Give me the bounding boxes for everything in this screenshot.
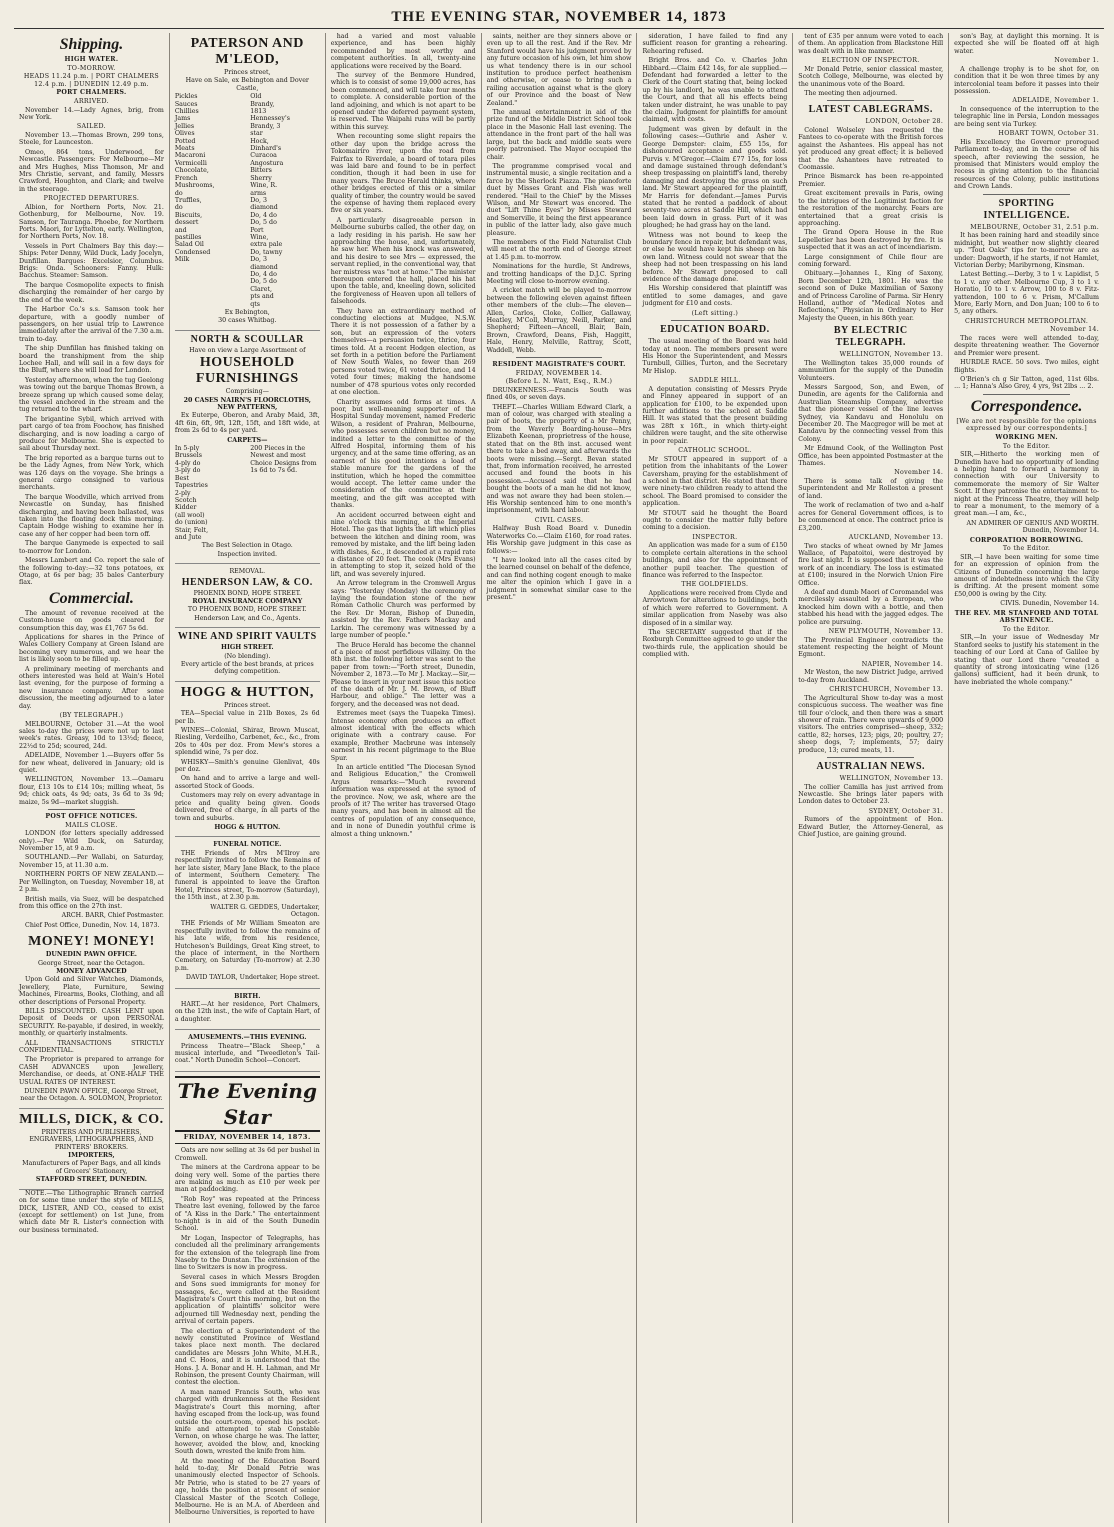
advert-line: 20 CASES NAIRN'S FLOORCLOTHS, NEW PATTERNS, <box>183 396 311 412</box>
goods-item: Condensed Milk <box>174 248 211 264</box>
advert-line: Have on Sale, ex Bebington and Dover Castle, <box>185 77 309 92</box>
paragraph: On hand and to arrive a large and well-assorted Stock of Goods. <box>174 775 320 790</box>
paragraph: The barque Ganymede is expected to sail to-morrow for London. <box>19 540 164 555</box>
paragraph: The ship Dunfillan has finished taking on board the transhipment from the ship Lochee Hall, and will sail in a few days for the Bluff, where she will load for London. <box>19 345 164 375</box>
paragraph: Witness was not bound to keep the boundary fence in repair, but defendant was, or else he would have kept his sheep on his own land. Witness could not swear that the sheep had not been trespassing on his land before. Mr Stewart proposed to call evidence of the damage done. <box>642 231 788 283</box>
paragraph: Messrs Sargood, Son, and Ewen, of Dunedin, are agents for the California and Australian Steamship Company, advertise that the pioneer vessel of the line leaves Sydney, via Kandavu and Honolulu on December 20. The Macgregor will be met at Kandavu by the connecting vessel from this Colony. <box>798 384 944 443</box>
paragraph: His Worship considered that plaintiff was entitled to some damages, and gave judgment for £10 and costs. <box>642 285 788 308</box>
carpet-item: In 5-ply Brussels <box>174 445 202 460</box>
paragraph: The Provincial Engineer contradicts the statement respecting the height of Mount Egmont. <box>798 636 944 659</box>
paragraph: The SECRETARY suggested that if the Roxburgh Committee agreed to go under the two-thirds rule, the application should be complied with. <box>642 629 788 659</box>
goods-item: Do, tawny <box>250 248 283 256</box>
amusements <box>175 1030 320 1072</box>
paragraph: The members of the Field Naturalist Club will meet at the north end of George street at 1.45 p.m. to-morrow. <box>486 238 632 261</box>
paragraph: WHISKY—Smith's genuine Glenlivat, 40s per doz. <box>174 758 320 774</box>
paragraph: sideration, I have failed to find any sufficient reason for granting a rehearing. Rehearing refused. <box>642 33 788 55</box>
goods-item: Do, 4 do <box>250 211 277 219</box>
column-6 <box>793 33 949 1523</box>
subheading: FRIDAY, NOVEMBER 14. <box>515 369 603 377</box>
dateline: November 1. <box>1054 57 1100 65</box>
paragraph: A challenge trophy is to be shot for, on condition that it be won three times by any intercolonial team before it passes into their possession. <box>954 65 1100 96</box>
column-7 <box>949 33 1104 1523</box>
goods-list <box>175 93 320 308</box>
advert-line: FUNERAL NOTICE. <box>213 841 282 849</box>
paragraph: Judgment was given by default in the following cases:—Guthrie and Asher v. George Dempster: claim, £55 15s, for dishonoured acceptance and goods sold. Purvis v. M'Gregor.—Claim £77 15s, for loss and damage sustained through defendant's sheep trespassing on plaintiff's land, thereby damaging and destroying the grass on such land. Mr Stewart appeared for the plaintiff, Mr Harris for defendant.—James Purvis stated that he rented a paddock of about seventy-two acres at Saddle Hill, which had been laid down in grass. Part of it was ploughed; he had grass hay on the land. <box>642 125 788 230</box>
carpet-note: 200 Pieces in the Newest and most Choice Designs from 1s 6d to 7s 6d. <box>250 445 317 475</box>
paragraph: WELLINGTON, November 13.—Oamaru flour, £13 10s to £14 10s; milling wheat, 5s 9d; chick oats, 4s 9d; oats, 3s 6d to 3s 9d; maize, 5s 9d—market sluggish. <box>19 776 164 806</box>
paragraph: SIR,—I have been waiting for some time for an expression of opinion from the Citizens of Dunedin concerning the large amount of indebtedness into which the City is drifting. At the present moment some £50,000 is owing by the City. <box>954 553 1100 598</box>
subheading: To the Editor. <box>1002 442 1051 450</box>
paragraph: The annual entertainment in aid of the prize fund of the Middle District School took place in the Masonic Hall last evening. The attendance in the front part of the hall was large, but the back and middle seats were poorly patronised. The Mayor occupied the chair. <box>486 109 632 161</box>
subheading: SAILED. <box>76 123 106 131</box>
subheading: TO-MORROW. <box>67 64 116 72</box>
funeral-notices <box>175 837 320 988</box>
paragraph: Colonel Wolseley has requested the Fantees to co-operate with the British forces against the Ashantees. His appeal has not yet produced any great effect; it is believed that the Ashantees have retreated to Coomassie. <box>798 127 944 172</box>
paragraph: saints, neither are they sinners above or even up to all the rest. And if the Rev. Mr Stanford would have his judgment proved by any future occasion of his own, let him show us what tendency there is in our school institution to produce perfect heathenism and otherwise, or cease to bring such a railing accusation against what is the glory of our Province and the boast of New Zealand." <box>486 33 632 107</box>
advert-paterson <box>175 33 320 331</box>
advert-line: Manufacturers of Paper Bags, and all kinds of Grocers' Stationery, <box>22 1160 161 1175</box>
paragraph: The miners at the Cardrona appear to be doing very well. Some of the parties there are making as much as £10 per week per man at paddocking. <box>174 1164 320 1194</box>
subheading: THE GOLDFIELDS. <box>681 581 749 589</box>
tide-table: HEADS 11.24 p.m. | PORT CHALMERS 12.4 p.m. | DUNEDIN 12.49 p.m. <box>23 73 159 88</box>
column-4 <box>482 33 638 1523</box>
paragraph: The races were well attended to-day, despite threatening weather. The Governor and Premier were present. <box>954 334 1100 357</box>
paragraph: Extremes meet (says the Tuapeka Times). Intense economy often produces an effect almost identical with the effects which originate with a contrary cause. For example, Brother Macbrune was intensely earnest in his recent pilgrimage to the Blue Spur. <box>330 710 476 762</box>
paragraph: A deaf and dumb Maori of Coromandel was mercilessly assaulted by a European, who knocked him down with a bottle, and then stabbed his head with the jagged edges. The police are pursuing. <box>798 588 944 626</box>
goods-item: star <box>250 130 263 138</box>
carpet-item: 3-ply do <box>174 467 201 475</box>
subheading: (Left sitting.) <box>691 309 739 317</box>
dateline: SYDNEY, October 31. <box>868 807 944 815</box>
goods-item: Sherry Wine, R. arms <box>250 174 278 197</box>
paragraph: ALL TRANSACTIONS STRICTLY CONFIDENTIAL. <box>19 1039 164 1054</box>
paragraph: Yesterday afternoon, when the tug Geelong was towing out the barque Thomas Brown, a breeze sprang up which caused some delay, the vessel anchored in the stream and the tug returned to the wharf. <box>19 376 164 414</box>
birth-notice <box>175 989 320 1031</box>
goods-item: Jams <box>174 115 191 123</box>
advert-line: Henderson Law, and Co., Agents. <box>194 614 301 622</box>
advert-line: ROYAL INSURANCE COMPANY <box>192 597 303 605</box>
dateline: November 14. <box>1050 326 1100 334</box>
paragraph: A cricket match will be played to-morrow between the following eleven against fifteen other members of the club:—The eleven—Allen, Carlos, Cloke, Collier, Gallaway, Heatley, M'Coll, Murray, Neill, Parker, and Shepherd; Fifteen—Ancell, Blair, Bain, Brown, Crawford, Deans, Fish, Haggitt, Hale, Henry, Melville, Rattray, Scott, Waddell, Webb. <box>486 287 632 354</box>
paragraph: The election of a Superintendent of the newly constituted Province of Westland takes place next month. The declared candidates are Messrs John White, M.H.R., and C. Hoos, and it is understood that the Hons. J. A. Bonar and H. H. Lahman, and Mr Robinson, the present County Chairman, will contest the election. <box>174 1327 320 1387</box>
paragraph: November 13.—Thomas Brown, 299 tons, Steele, for Launceston. <box>19 131 164 147</box>
advert-line: DUNEDIN PAWN OFFICE, George Street, near the Octagon. A. SOLOMON, Proprietor. <box>20 1088 163 1103</box>
paragraph: MELBOURNE, October 31.—At the wool sales to-day the prices were not up to last week's rates. Greasy, 10d to 13½d; fleece, 22½d to 25d; scoured, 24d. <box>19 720 164 750</box>
paragraph: Prince Bismarck has been re-appointed Premier. <box>798 173 944 188</box>
carpet-item: Kidder (all wool) <box>174 504 205 519</box>
columns <box>14 33 1104 1523</box>
paragraph: Latest Betting.—Derby, 3 to 1 v. Lapidist, 5 to 1 v. any other. Melbourne Cup, 3 to 1 v. Horatio, 10 to 1 v. Arrow, 100 to 8 v. Fitz-yattendon, 100 to 6 v. Prism, M'Callum More, Early Morn, and Don Juan; 100 to 6 to 5, any others. <box>954 271 1100 316</box>
paragraph: The Harbor Co.'s s.s. Samson took her departure, with a goodly number of passengers, on her usual trip to Lawrence immediately after the arrival of the 7.30 a.m. train to-day. <box>19 306 164 343</box>
paragraph: A particularly disagreeable person in Melbourne suburbs called, the other day, on a lady residing in his parish. He saw her approaching the house, and, unfortunately, he saw her. When his knock was answered, and his desire to see Mrs — expressed, the servant replied, in the conventional way, that her mistress was "not at home." The minister thereupon entered the hall, placed his hat upon the table, and, kneeling down, solicited the forgiveness of Heaven upon all tellers of falsehoods. <box>330 216 476 306</box>
paragraph: A deputation consisting of Messrs Pryde and Finney appeared in support of an application for £100, to be expended upon further additions to the school at Saddle Hill. It was stated that the present building was 28ft x 16ft., in which thirty-eight children were taught, and the site otherwise in poor repair. <box>642 385 788 445</box>
subheading: To the Editor. <box>1002 545 1051 553</box>
advert-henderson <box>175 564 320 628</box>
paragraph: British mails, via Suez, will be despatched from this office on the 27th inst. <box>19 895 164 910</box>
paragraph: Applications were received from Clyde and Arrowtown for alterations to buildings, both of which were referred to Government. A similar application from Naseby was also disposed of in a similar way. <box>642 589 788 627</box>
goods-item: pastilles <box>174 233 202 241</box>
section-heading-shipping: Shipping. <box>59 36 124 53</box>
subheading: SADDLE HILL. <box>689 377 741 385</box>
advert-line: George Street, near the Octagon. <box>37 959 145 967</box>
advert-line: BIRTH. <box>234 992 261 1000</box>
advert-line: 30 cases Whitbag. <box>218 317 277 325</box>
paragraph: Albion, for Northern Ports, Nov. 21. Gothenburg, for Melbourne, Nov. 19. Samson, for Tauranga. Phoebe, for Northern Ports. Maori, for Lyttelton, early. Wellington, for Northern Ports, Nov. 18. <box>19 203 164 241</box>
paragraph: It has been raining hard and steadily since midnight, but weather now slightly cleared up. "Tout Oaks" tips for to-morrow are as under: Dagworth, if he starts, if not Hamlet, Victorian Derby; Maribyrnong, Kinsman. <box>954 232 1100 269</box>
paragraph: TEA—Special value in 21lb Boxes, 2s 6d per lb. <box>174 710 320 725</box>
subheading: ELECTION OF INSPECTOR. <box>821 57 920 65</box>
dateline: WELLINGTON, November 13. <box>839 351 944 359</box>
paragraph: The brigantine Sybil, which arrived with part cargo of tea from Foochow, has finished discharging, and is now loading a cargo of produce for Melbourne. She is expected to sail about Thursday next. <box>19 415 164 453</box>
paragraph: Large consignment of Chile flour are coming forward. <box>798 253 944 268</box>
paragraph: November 14.—Lady Agnes, brig, from New York. <box>19 106 164 121</box>
paragraph: A man named Francis South, who was charged with drunkenness at the Resident Magistrate's Court this morning, after having escaped from the lock-up, was found outside the court-room, opened his pocket-knife and attempted to stab Constable Vernon, on whose charge he was. The latter, however, avoided the blow, and, knocking South down, wrested the knife from him. <box>174 1388 320 1456</box>
subheading: INSPECTOR. <box>692 533 738 541</box>
paragraph: The work of reclamation of two and a-half acres for General Government offices, is to be commenced at once. The contract price is £3,200. <box>798 502 944 532</box>
advert-line: MONEY ADVANCED <box>56 967 127 975</box>
dateline: ADELAIDE, November 1. <box>1012 97 1100 105</box>
paragraph: Vessels in Port Chalmers Bay this day:—Ships: Peter Denny, Wild Duck, Lady Jocelyn, Dunfillan. Barques: Excelsior, Columbus. Brigs: Onda. Schooners: Fanny. Hulk: Bacchus. Steamer: Samson. <box>19 242 164 280</box>
dateline: MELBOURNE, October 31, 2.51 p.m. <box>970 223 1100 231</box>
advert-heading: MONEY! MONEY! <box>28 934 155 950</box>
section-heading-electric-telegraph: BY ELECTRIC TELEGRAPH. <box>833 325 908 349</box>
newspaper-flag: The Evening Star <box>175 1076 320 1132</box>
paragraph: The usual meeting of the Board was held today at noon. The members present were His Honor the Superintendent, and Messrs Turnbull, Gillies, Turton, and the Secretary Mr Hislop. <box>642 338 788 375</box>
dateline: November 14. <box>894 469 944 477</box>
paragraph: Applications for shares in the Prince of Wales Colliery Company at Green Island are becoming very numerous, and we hear the list is likely soon to be filled up. <box>19 633 164 664</box>
subheading: ARRIVED. <box>73 97 109 105</box>
goods-item: Sauces <box>174 100 198 108</box>
section-heading-commercial: Commercial. <box>48 589 134 607</box>
subheading: CIVIL CASES. <box>534 516 584 524</box>
page-title: THE EVENING STAR, NOVEMBER 14, 1873 <box>391 8 727 25</box>
paragraph: An application was made for a sum of £150 to complete certain alterations in the school buildings, and also for the appointment of another pupil teacher. The question of finance was referred to the Inspector. <box>642 542 788 579</box>
dateline: FRIDAY, NOVEMBER 14, 1873. <box>175 1134 320 1144</box>
section-heading-correspondence: Correspondence. <box>970 397 1083 415</box>
dateline: LONDON, October 28. <box>865 118 944 126</box>
paragraph: Customers may rely on every advantage in price and quality being given. Goods delivered, free of charge, in all parts of the town and suburbs. <box>174 792 320 822</box>
advert-heading: MILLS, DICK, & CO. <box>19 1111 164 1127</box>
column-2 <box>170 33 326 1523</box>
paragraph: Oats are now selling at 3s 6d per bushel in Cromwell. <box>174 1147 320 1162</box>
paragraph: When recounting some slight repairs the other day upon the bridge across the Tokomairiro river, upon the road from Fairfax to Riverdale, a board of totara piles was laid bare and found to be in perfect condition, though it had been in use for many years. The Bruce Herald thinks, where other bridges erected of this or a similar quality of timber, the country would be saved the expense of having them replaced every five or six years. <box>330 133 476 215</box>
carpet-item: 2-ply Scotch <box>174 489 197 504</box>
advert-line: HIGH STREET. <box>221 644 274 652</box>
paragraph: An Arrow telegram in the Cromwell Argus says: "Yesterday (Monday) the ceremony of laying the foundation stone of the new Roman Catholic Church was performed by the Rev. Dr Moran, Bishop of Dunedin, assisted by the Rev. Fathers Mackay and Larkin. The ceremony was witnessed by a large number of people." <box>330 580 476 640</box>
subheading: WORKING MEN. <box>995 433 1058 441</box>
advert-line: Comprising— <box>225 388 269 396</box>
signature: ARCH. BARR, Chief Postmaster. <box>61 912 164 920</box>
subheading: PROJECTED DEPARTURES. <box>43 195 140 203</box>
paragraph: The Grand Opera House in the Rue Lepelletier has been destroyed by fire. It is suspected that it was an act of incendiarism. <box>798 229 944 252</box>
paragraph: Mr Weston, the new District Judge, arrived to-day from Auckland. <box>798 669 944 684</box>
subheading: CATHOLIC SCHOOL. <box>678 447 752 455</box>
paragraph: Princess Theatre—"Black Sheep," a musical interlude, and "Tweedleton's Tail-coat." North Dunedin School—Concert. <box>174 1042 320 1065</box>
paragraph: had a varied and most valuable experience, and has been highly recommended by most worthy and competent authorities. In all, twenty-nine applications were received by the Board. <box>330 33 476 70</box>
paragraph: An accident occurred between eight and nine o'clock this morning, at the Imperial Hotel. The gas that lights the lift which plies between the kitchen and dining room, was removed by mistake, and the lift being laden with dishes, &c., it descended at a rapid rate a distance of 20 feet. The cook (Mrs Evans) in attempting to stop it, seized hold of the lift, and was severely injured. <box>330 511 476 578</box>
paragraph: Two stacks of wheat owned by Mr James Wallace, of Papatoitoi, were destroyed by fire last night. It is supposed that it was the work of an incendiary. The loss is estimated at £100; insured in the Norwich Union Fire Office. <box>798 542 944 587</box>
advert-north-scoullar <box>175 331 320 564</box>
goods-item: Old Brandy, 1813 <box>250 93 275 116</box>
paragraph: Chief Post Office, Dunedin, Nov. 14, 1873. <box>25 921 160 929</box>
advert-line: STAFFORD STREET, DUNEDIN. <box>35 1176 147 1184</box>
goods-item: Do, 5 do <box>250 219 277 227</box>
advert-line: TO PHOENIX BOND, HOPE STREET. <box>187 606 307 614</box>
goods-list-left <box>175 93 245 308</box>
goods-item: Claret, pts and qts <box>250 285 274 308</box>
paragraph: Obituary.—Johannes I., King of Saxony, Born December 12th, 1801. He was the second son of Duke Maximilian of Saxony and of Princess Caroline of Parma. Sir Henry Holland, author of "Medical Notes and Reflections," Physician in Ordinary to Her Majesty the Queen, in his 86th year. <box>798 270 944 322</box>
paragraph: THE Friends of Mrs M'Ilroy are respectfully invited to follow the Remains of her late sister, Mary Jane Black, to the place of interment, Southern Cemetery. The funeral is appointed to leave the Grafton Hotel, Princes street, To-morrow (Saturday), the 15th inst., at 2.30 p.m. <box>174 849 320 902</box>
goods-item: Do, 3 diamond <box>250 196 278 212</box>
section-heading-sporting: SPORTING INTELLIGENCE. <box>983 197 1070 221</box>
subheading: PORT CHALMERS. <box>56 89 127 97</box>
advert-line: REMOVAL. <box>229 568 266 576</box>
subheading: CHRISTCHURCH METROPOLITAN. <box>964 317 1089 325</box>
paragraph: Messrs Lambert and Co. report the sale of the following to-day:—32 tons potatoes, ex Otago, at 6s per bag; 35 bales Canterbury flax. <box>19 557 164 587</box>
paragraph: The meeting then adjourned. <box>804 90 898 98</box>
advert-line: HOGG & HUTTON. <box>214 823 281 831</box>
subheading: THE REV. MR STANFORD AND TOTAL ABSTINENCE. <box>954 609 1099 625</box>
paragraph: Charity assumes odd forms at times. A poor, but well-meaning supporter of the Hospital Sunday movement, named Frederic Wilson, a resident of Prahran, Melbourne, who possesses seven children but no money, indited a letter to the committee of the Alfred Hospital, informing them of his urgency, and at the same time offering, as an earnest of his good intentions a load of stable manure for the gardens of the institution, which he hoped the committee would accept. The letter came under the consideration of the committee at their meeting, and the gift was accepted with thanks. <box>330 398 476 510</box>
advert-line: Ex Bebington, <box>224 309 270 316</box>
goods-item: Mushrooms, do <box>174 182 215 197</box>
paragraph: His Excellency the Governor prorogued Parliament to-day, and in the course of his speech, after reviewing the session, he promised that Ministers would employ the recess in giving attention to the financial resources of the Colony, public institutions and Crown Lands. <box>954 138 1100 191</box>
paragraph: son's Bay, at daylight this morning. It is expected she will be floated off at high water. <box>954 33 1100 55</box>
paragraph: Ex Euterpe, Oberon, and Araby Maid, 3ft, 4ft 6in, 6ft, 9ft, 12ft, 15ft, and 18ft wide, at from 2s 6d to 4s per yard. <box>174 412 320 435</box>
paragraph: tent of £35 per annum were voted to each of them. An application from Blackstone Hill was dealt with in like manner. <box>798 33 944 55</box>
paragraph: Bright Bros. and Co. v. Charles John Hibbard.—Claim £42 14s, for ale supplied.—Defendant had forwarded a letter to the Clerk of the Court stating that, being locked up by his landlord, he was unable to attend the Court, and that all his effects being taken under distraint, he was unable to pay the claim. Judgment for plaintiffs for amount claimed, with costs. <box>642 57 788 124</box>
goods-item: Jellies <box>174 122 195 130</box>
advert-line: CARPETS— <box>227 436 268 444</box>
subheading: RESIDENT MAGISTRATE'S COURT. <box>492 361 626 369</box>
signature: CIVIS. Dunedin, November 14. <box>1000 600 1100 608</box>
goods-item: Do, 3 diamond <box>250 256 278 271</box>
advert-heading: PATERSON AND M'LEOD, <box>190 36 304 67</box>
subheading: POST OFFICE NOTICES. <box>45 813 138 821</box>
paragraph: The amount of revenue received at the Custom-house on goods cleared for consumption this day, was £1,767 5s 6d. <box>19 609 164 632</box>
goods-item: Angostura Bitters <box>250 159 284 175</box>
advert-heading: HENDERSON LAW, & CO. <box>181 576 313 588</box>
section-heading-education-board: EDUCATION BOARD. <box>660 324 770 336</box>
paragraph: The Wellington takes 35,000 rounds of ammunition for the supply of the Dunedin Volunteers. <box>798 359 944 382</box>
paragraph: Nominations for the hurdle, St Andrews, and trotting handicaps of the D.J.C. Spring Meeting will close to-morrow evening. <box>486 263 632 285</box>
paragraph: SOUTHLAND.—Per Wallabi, on Saturday, November 15, at 11.30 a.m. <box>19 854 164 869</box>
subheading: CORPORATION BORROWING. <box>969 536 1084 544</box>
goods-item: Chocolate, French <box>174 167 209 182</box>
paragraph: BILLS DISCOUNTED. CASH LENT upon Deposit of Deeds or upon PERSONAL SECURITY. Re-payable, if desired, in weekly, monthly, or quarterly instalments. <box>19 1007 164 1038</box>
paragraph: SIR,—Hitherto the working men of Dunedin have had no opportunity of lending a helping hand to forward a harmony in connection with our University to commemorate the memory of Sir Walter Scott. If they patronise the entertainment to-night at the Princess Theatre, they will help to rear a monument, to the memory of a great man.—I am, &c., <box>954 451 1100 518</box>
advert-line: IMPORTERS, <box>68 1152 115 1160</box>
paragraph: The Bruce Herald has become the channel of a piece of most perfidious villainy. On the 8th inst. the following letter was sent to the paper from town:—"Forth street, Dunedin, November 2, 1873.—To Mr J. Mackay.—Sir,—Please to insert in your next issue this notice of the death of Mr. J. M. Brown, of Bluff Harbour, and oblige." The letter was a forgery, and the deceased was not dead. <box>330 641 476 708</box>
goods-list-right <box>250 93 320 308</box>
paragraph: Mr Logan, Inspector of Telegraphs, has concluded all the preliminary arrangements for the extension of the telegraph line from Naseby to the Dunstan. The extension of the line to Switzers is now in progress. <box>174 1234 320 1272</box>
dateline: WELLINGTON, November 13. <box>839 775 944 783</box>
goods-item: Biscuits, dessert and <box>174 211 203 234</box>
paragraph: The barque Cosmopolite expects to finish discharging the remainder of her cargo by the end of the week. <box>19 281 164 304</box>
goods-item: Port Wine, extra pale <box>250 226 283 249</box>
goods-item: Vermicelli <box>174 159 207 167</box>
advert-heading: HOGG & HUTTON, <box>180 684 314 700</box>
paragraph: The barque Woodville, which arrived from Newcastle on Sunday, has finished discharging, and having been ballasted, was taken into the floating dock this morning. Captain Hodge wishing to examine her in case any of her copper had been torn off. <box>19 493 164 538</box>
advert-mills-dick <box>19 1109 164 1190</box>
goods-item: Pickles <box>174 93 198 101</box>
section-heading-australian-news: AUSTRALIAN NEWS. <box>816 761 926 773</box>
paragraph: NOTE.—The Lithographic Branch carried on for some time under the style of MILLS, DICK, LISTER, AND CO., ceased to exist (except for settlement) on 1st June, from which date Mr R. Lister's connection with our business terminated. <box>19 1189 164 1234</box>
paragraph: Halfway Bush Road Board v. Dunedin Waterworks Co.—Claim £160, for road rates. His Worship gave judgment in this case as follows:— <box>486 525 632 555</box>
goods-item: Hock, Dinhard's <box>250 137 282 153</box>
paragraph: The collier Camilla has just arrived from Newcastle. She brings later papers with London dates to October 23. <box>798 783 944 806</box>
advert-line: Have on view a Large Assortment of <box>189 346 306 354</box>
paragraph: The brig reported as a barque turns out to be the Lady Agnes, from New York, which was 126 days on the voyage. She brings a general cargo consigned to various merchants. <box>19 454 164 492</box>
column-5 <box>637 33 793 1523</box>
advert-line: PHOENIX BOND, HOPE STREET. <box>193 589 301 597</box>
paragraph: A preliminary meeting of merchants and others interested was held at Wain's Hotel last evening, for the purpose of forming a new insurance company. After some discussion, the meeting adjourned to a later day. <box>19 665 164 710</box>
paragraph: In an article entitled "The Diocesan Synod and Religious Education," the Cromwell Argus remarks:—"Much reverend information was expressed at the synod of the province. Now, we ask, where are the proofs of it? The writer has traversed Otago many years, and has been in almost all the centres of population of any consequence, and in none of Dunedin youthful crime is almost a thing unknown." <box>330 764 476 838</box>
subheading: MAILS CLOSE. <box>65 821 118 829</box>
paragraph: LONDON (for letters specially addressed only).—Per Wild Duck, on Saturday, November 15, at 9 a.m. <box>19 830 164 853</box>
paragraph: The programme comprised vocal and instrumental music, a single recitation and a farce by the Sherlock Piazza. The pianoforte duet by Misses Grant and Fish was well rendered. "Hail to the Chief" by the Misses Wilson, and Mr Stewart was encored. The duet "Lift Thine Eyes" by Misses Steward and Somerville, it being the first appearance in public of the latter lady, also gave much pleasure. <box>486 162 632 237</box>
paragraph: Upon Gold and Silver Watches, Diamonds, Jewellery, Plate, Furniture, Sewing Machines, Firearms, Books, Clothing, and all other descriptions of Personal Property. <box>19 976 164 1006</box>
goods-item: Macaroni <box>174 152 206 160</box>
advert-line: PRINTERS AND PUBLISHERS, ENGRAVERS, LITHOGRAPHERS, AND PRINTERS' BROKERS. <box>29 1128 154 1151</box>
subheading: To the Editor. <box>1002 625 1051 633</box>
section-heading-cablegrams: LATEST CABLEGRAMS. <box>808 104 933 116</box>
paragraph: Mr Edmund Cook, of the Wellington Post Office, has been appointed Postmaster at the Thames. <box>798 445 944 468</box>
paragraph: DRUNKENNESS.—Francis South was fined 40s, or seven days. <box>486 386 632 402</box>
paragraph: Mr STOUT appeared in support of a petition from the inhabitants of the Lower Caversham, praying for the establishment of a school in that district. He stated that there were ninety-two children ready to attend the school. The Board promised to consider the application. <box>642 455 788 508</box>
advert-line: Princes street. <box>224 701 271 709</box>
paragraph: ADELAIDE, November 1.—Buyers offer 5s for new wheat, delivered in January; old is quiet. <box>19 752 164 775</box>
subheading: [We are not responsible for the opinions expressed by our correspondents.] <box>956 417 1097 433</box>
advert-line: DUNEDIN PAWN OFFICE. <box>45 951 137 959</box>
signature: DAVID TAYLOR, Undertaker, Hope street. <box>185 974 320 982</box>
goods-item: Do, 5 do <box>250 278 277 286</box>
paragraph: At the meeting of the Education Board held to-day, Mr Donald Petrie was unanimously elected Inspector of Schools. Mr Petrie, who is stated to be 27 years of age, holds the position at present of senior Classical Master of the Scotch College, Melbourne. He is an M.A. of Aberdeen and Melbourne Universities, is reported to have <box>174 1457 320 1517</box>
subheading: (Before L. N. Watt, Esq., R.M.) <box>505 378 613 386</box>
column-3 <box>326 33 482 1523</box>
dateline: CHRISTCHURCH, November 13. <box>829 686 944 694</box>
paragraph: THE Friends of Mr William Smeaton are respectfully invited to follow the remains of his late wife, from his residence, Hutcheson's Buildings, Great King street, to the place of interment, in the Northern Cemetery, on Saturday (To-morrow) at 2.30 p.m. <box>174 920 320 972</box>
advert-line: Princes street, <box>224 69 271 76</box>
paragraph: "I have looked into all the cases cited by the learned counsel on behalf of the defence, and can find nothing cogent enough to make me alter the opinion which I gave in a judgment in somewhat similar case to the present." <box>486 556 632 601</box>
advert-heading: WINE AND SPIRIT VAULTS <box>177 631 317 643</box>
paragraph: HURDLE RACE. 50 sovs. Two miles, eight flights. <box>954 359 1100 374</box>
advert-line: Inspection invited. <box>217 550 277 558</box>
paragraph: The Proprietor is prepared to arrange for CASH ADVANCES upon Jewellery, Merchandise, or deeds, at ONE-HALF THE USUAL RATES OF INTEREST. <box>19 1056 164 1086</box>
goods-item: Truffles, do <box>174 196 202 212</box>
paragraph: NORTHERN PORTS OF NEW ZEALAND.—Per Wellington, on Tuesday, November 18, at 2 p.m. <box>19 871 164 894</box>
dateline: NAPIER, November 14. <box>861 660 944 668</box>
goods-item: Do, 4 do <box>250 270 277 278</box>
paragraph: Mr Donald Petrie, senior classical master, Scotch College, Melbourne, was elected by the unanimous vote of the Board. <box>798 65 944 88</box>
paragraph: THEFT.—Charles William Edward Clark, a man of colour, was charged with stealing a pair of boots, the property of a Mr Penny, from the Waverly Boarding-house—Mrs Elizabeth Keenan, proprietress of the house, stated that on the 8th inst. accused went there to take a bed away, and afterwards the boots were missing.—Sergt. Bevan stated that, from information received, he arrested accused and found the boots in his possession.—Accused said that he had bought the boots of a man he did not know, and was not aware they had been stolen.—His Worship sentenced him to one month's imprisonment, with hard labour. <box>486 403 632 515</box>
subheading: HIGH WATER. <box>64 56 119 63</box>
advert-pawn-office <box>19 931 164 1109</box>
advert-heading: NORTH & SCOULLAR <box>190 333 304 345</box>
paragraph: They have an extraordinary method of conducting elections at Mudgee, N.S.W. There it is not possession of a father by a son, but an expression of the voters themselves—a persuasion twice, thrice, four times told. At a recent Hodgen election, as set forth in a petition before the Parliament of New South Wales, no fewer than 269 persons voted twice, 61 voted thrice, and 14 voted four times; making the handsome number of 478 spurious votes only recorded at one election. <box>330 307 476 397</box>
advert-line: AMUSEMENTS.—THIS EVENING. <box>188 1034 307 1042</box>
carpet-item: Best Tapestries <box>174 474 208 490</box>
goods-item: Salad Oil <box>174 241 204 249</box>
goods-item: Hennessey's Brandy, 3 <box>250 115 290 130</box>
paragraph: In consequence of the interruption to the telegraphic line in Persia, London messages are being sent via Turkey. <box>954 106 1100 128</box>
goods-item: Olives <box>174 130 195 138</box>
goods-item: Chillies <box>174 108 199 116</box>
carpet-item: do (union) <box>174 519 208 527</box>
advert-line: Every article of the best brands, at prices defying competition. <box>180 661 314 676</box>
signature: AN ADMIRER OF GENIUS AND WORTH. Dunedin, November 14. <box>966 519 1100 535</box>
paragraph: There is some talk of giving the Superintendent and Mr Rolleston a present of land. <box>798 478 944 500</box>
advert-wine-vaults <box>175 628 320 682</box>
dateline: AUCKLAND, November 13. <box>848 533 944 541</box>
paragraph: HART.—At her residence, Port Chalmers, on the 12th inst., the wife of Captain Hart, of a daughter. <box>174 1001 320 1023</box>
page-header <box>14 6 1104 29</box>
paragraph: Omeo, 864 tons, Underwood, for Newcastle. Passengers: For Melbourne—Mr and Mrs Hughes, Miss Thomson, Mr and Mrs Christie, servant, and family, Messrs Crawford, Houghton, and Clark; and twelve in the steerage. <box>19 148 164 193</box>
goods-item: Curacoa <box>250 152 277 160</box>
advert-line: The Best Selection in Otago. <box>201 542 293 550</box>
dateline: NEW PLYMOUTH, November 13. <box>828 627 944 635</box>
advert-heading: HOUSEHOLD FURNISHINGS <box>195 355 299 387</box>
paragraph: Rumors of the appointment of Hon. Edward Butler, the Attorney-General, as Chief Justice, are gaining ground. <box>798 816 944 839</box>
paragraph: Mr STOUT said he thought the Board ought to consider the matter fully before coming to a decision. <box>642 509 788 532</box>
column-1 <box>14 33 170 1523</box>
paragraph: Great excitement prevails in Paris, owing to the intrigues of the Legitimist faction for the restoration of the monarchy. Fears are entertained that a great crisis is approaching. <box>798 190 944 227</box>
paragraph: SIR,—In your issue of Wednesday Mr Stanford seeks to justify his statement in the teaching of our Lord at Cana of Galilee by stating that our Lord there "created a quantity of strong intoxicating wine (126 gallons) sufficient, had it been drunk, to have inebriated the whole company." <box>954 634 1100 686</box>
goods-item: Potted Meats <box>174 137 196 153</box>
advert-line: (No blending). <box>224 652 271 660</box>
subheading: (BY TELEGRAPH.) <box>59 712 124 719</box>
carpet-list-left <box>175 445 245 541</box>
paragraph: The survey of the Benmore Hundred, which is to consist of some 19,000 acres, has been commenced, and will take four months to complete. A considerable portion of the land adjoining, and which is not apart to be opened under the deferred payment system, is reserved. The Waipahi runs will be partly within this survey. <box>330 72 476 131</box>
paragraph: O'Brien's ch g Sir Tatton, aged, 11st 6lbs. ... 1; Hanna's Also Grey, 4 yrs, 9st 2lbs ... 2. <box>954 375 1100 391</box>
paragraph: WINES—Colonial, Shiraz, Brown Muscat, Riesling, Verdeilho, Carbenet, &c., &c., from 20s to 40s per doz. From Mew's stores a splendid wine, 7s per doz. <box>174 727 320 757</box>
paragraph: Several cases in which Messrs Brogden and Sons sued immigrants for money for passages, &c., were called at the Resident Magistrate's Court this morning, but on the application of plaintiffs' solicitor were adjourned till Wednesday next, pending the arrival of certain papers. <box>174 1273 320 1326</box>
paragraph: The Agricultural Show to-day was a most conspicuous success. The weather was fine till four o'clock, and then there was a smart shower of rain. There were upwards of 9,000 visitors. The entries comprised—sheep, 332; cattle, 82; horses, 123; pigs, 20; poultry, 27; sheep dogs, 7; implements, 57; dairy produce, 13; cured meats, 11. <box>798 694 944 754</box>
dateline: HOBART TOWN, October 31. <box>998 130 1100 138</box>
signature: WALTER G. GEDDES, Undertaker, Octagon. <box>210 903 320 918</box>
carpet-item: Stair, Felt, and Jute <box>174 526 209 541</box>
carpet-list <box>175 445 320 541</box>
carpet-item: 4-ply do <box>174 459 201 467</box>
advert-hogg-hutton <box>175 682 320 838</box>
paragraph: "Rob Roy" was repeated at the Princess Theatre last evening, followed by the farce of "A Kiss in the Dark." The entertainment to-night is in aid of the South Dunedin School. <box>174 1195 320 1233</box>
